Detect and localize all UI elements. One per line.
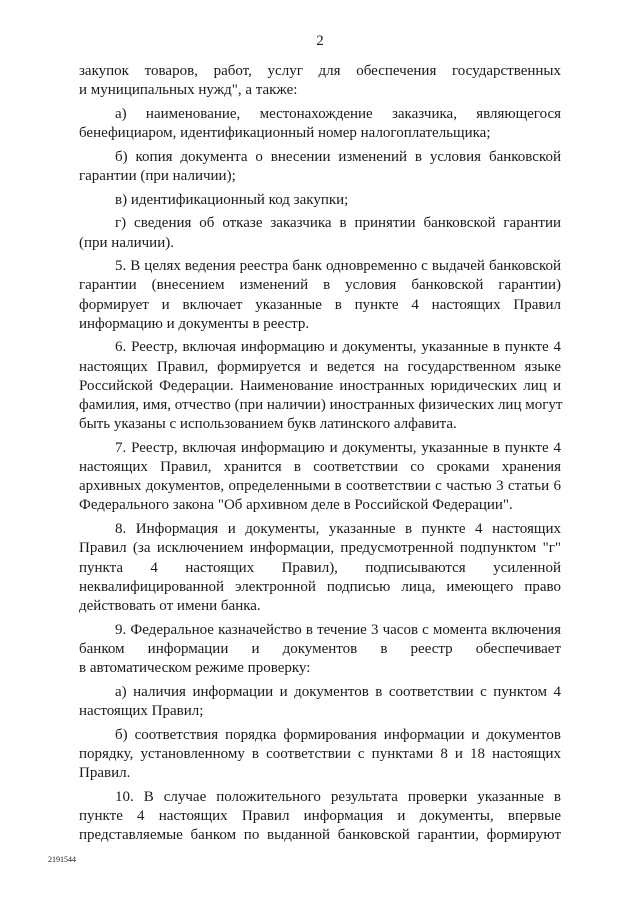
text-line: формирует и включает указанные в пункте 4 настоящих Правил: [79, 296, 561, 313]
text-line: (при наличии).: [79, 234, 174, 251]
document-body: [79, 62, 561, 845]
text-line: настоящих Правил, хранится в соответствии со сроками хранения: [79, 459, 561, 476]
text-line: 5. В целях ведения реестра банк одновременно с выдачей банковской: [115, 258, 561, 275]
document-code: 2191544: [48, 855, 76, 864]
text-line: архивных документов, определенными в соответствии с частью 3 статьи 6: [79, 478, 561, 495]
text-line: Правил.: [79, 764, 131, 781]
text-line: Российской Федерации. Наименование иностранных юридических лиц и: [79, 377, 561, 394]
text-line: 8. Информация и документы, указанные в пункте 4 настоящих: [115, 521, 561, 538]
page-number: 2: [316, 33, 324, 49]
text-line: фамилия, имя, отчество (при наличии) иностранных физических лиц могут: [79, 397, 563, 413]
text-line: пункта 4 настоящих Правил), подписываются усиленной: [79, 559, 561, 576]
text-line: и муниципальных нужд", а также:: [79, 82, 298, 99]
text-line: б) копия документа о внесении изменений в условия банковской: [115, 148, 561, 165]
text-line: информацию и документы в реестр.: [79, 315, 310, 332]
text-line: настоящих Правил, формируется и ведется на государственном языке: [79, 358, 561, 375]
text-line: бенефициаром, идентификационный номер налогоплательщика;: [79, 125, 491, 142]
text-line: а) наличия информации и документов в соответствии с пунктом 4: [115, 683, 561, 700]
text-line: в автоматическом режиме проверку:: [79, 659, 311, 676]
text-line: 7. Реестр, включая информацию и документы, указанные в пункте 4: [115, 439, 561, 456]
text-line: действовать от имени банка.: [79, 597, 261, 614]
text-line: 6. Реестр, включая информацию и документы, указанные в пункте 4: [115, 339, 561, 356]
text-line: б) соответствия порядка формирования информации и документов: [115, 726, 561, 743]
text-line: Федерального закона "Об архивном деле в Российской Федерации".: [79, 497, 513, 514]
text-line: представляемые банком по выданной банковской гарантии, формируют: [79, 826, 561, 843]
text-line: банком информации и документов в реестр обеспечивает: [79, 640, 561, 657]
text-line: гарантии (при наличии);: [79, 167, 236, 184]
text-line: настоящих Правил;: [79, 702, 204, 719]
text-line: Правил (за исключением информации, предусмотренной подпунктом "г": [79, 540, 561, 557]
text-line: г) сведения об отказе заказчика в принятии банковской гарантии: [115, 215, 561, 232]
text-line: а) наименование, местонахождение заказчика, являющегося: [115, 105, 561, 122]
text-line: неквалифицированной электронной подписью лица, имеющего право: [79, 578, 561, 595]
text-line: 10. В случае положительного результата проверки указанные в: [115, 788, 561, 805]
text-line: в) идентификационный код закупки;: [115, 191, 349, 208]
text-line: пункте 4 настоящих Правил информация и документы, впервые: [79, 807, 561, 824]
text-line: порядку, установленному в соответствии с пунктами 8 и 18 настоящих: [79, 745, 561, 762]
text-line: гарантии (внесением изменений в условия банковской гарантии): [79, 277, 561, 294]
text-line: 9. Федеральное казначейство в течение 3 часов с момента включения: [115, 621, 561, 638]
text-line: закупок товаров, работ, услуг для обеспечения государственных: [79, 63, 561, 79]
text-line: быть указаны с использованием букв латинского алфавита.: [79, 416, 457, 433]
